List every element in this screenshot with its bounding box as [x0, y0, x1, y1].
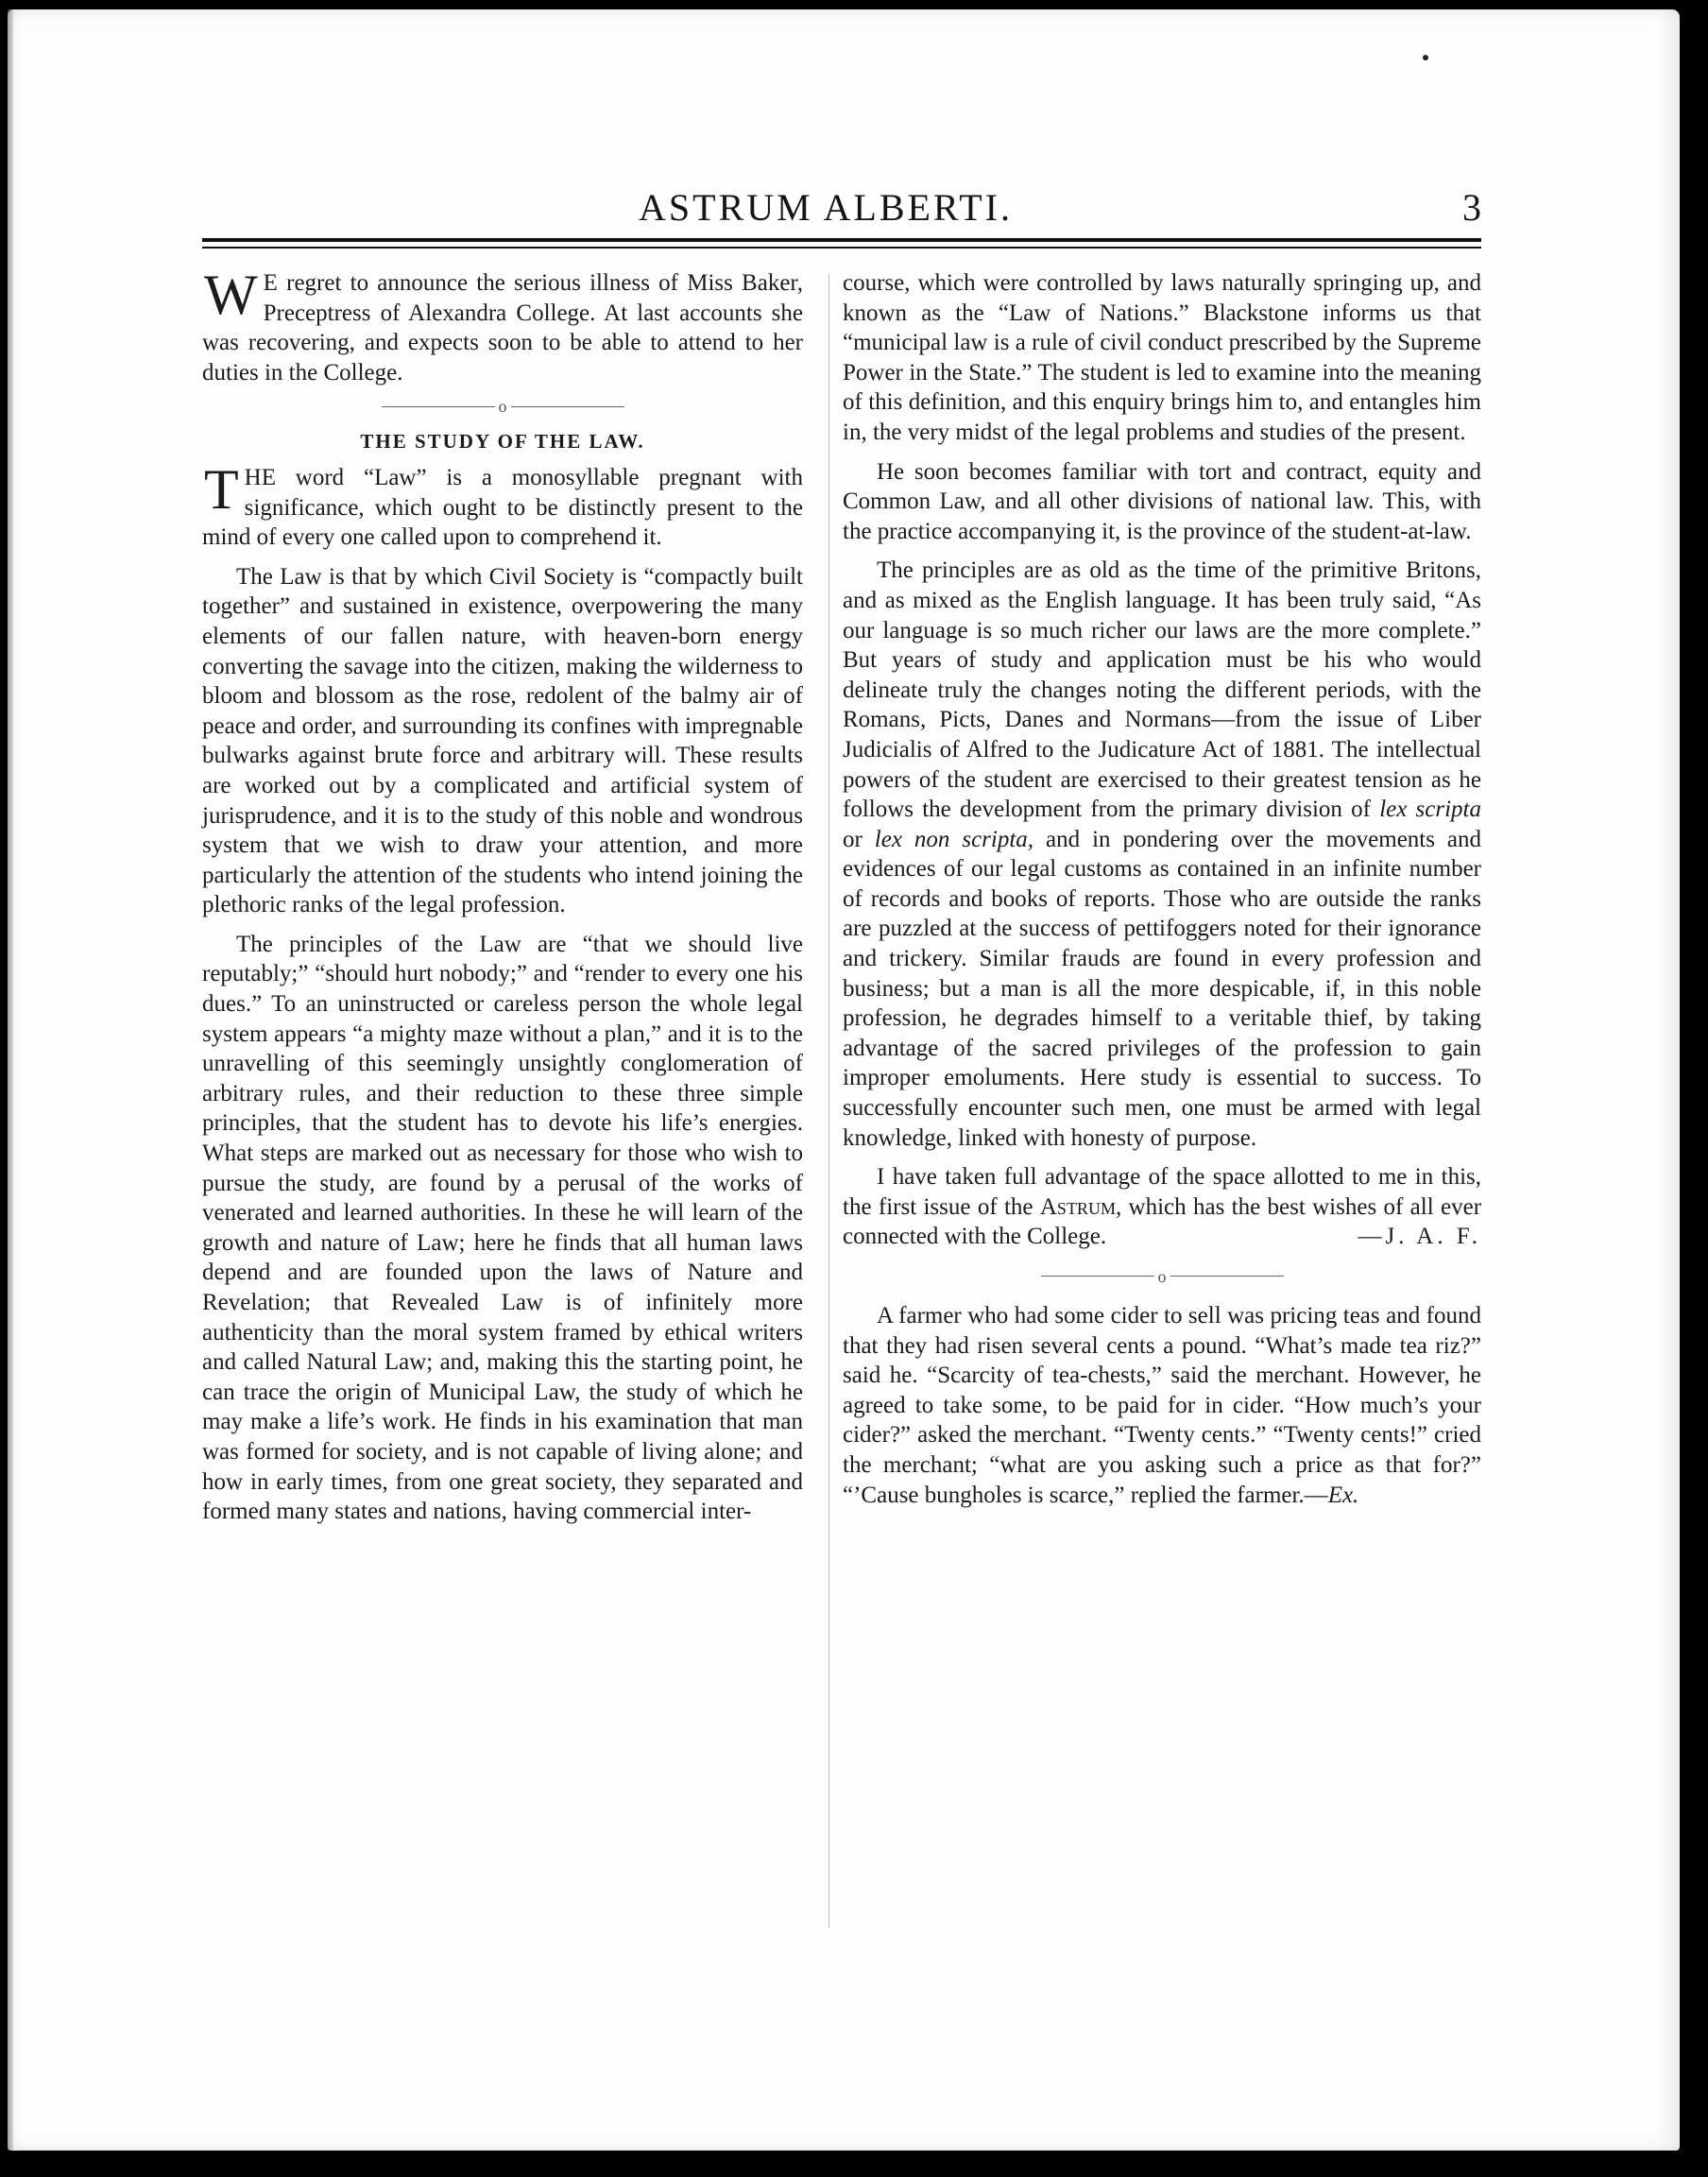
page-spine-edge	[8, 9, 13, 2151]
header-rule-thin	[202, 247, 1481, 249]
right-column	[843, 268, 1481, 1510]
print-speck	[1423, 55, 1428, 60]
article-paragraph: The Law is that by which Civil Society is “compactly built together” and sustained in existence, overpowering the many elements of our fallen nature, with heaven-born energy converting the savage into the citizen, making the wilderness to bloom and blossom as the rose, redolent of the balmy air of peace and order, and surrounding its confines with impregnable bulwarks against brute force and arbitrary will. These results are worked out by a complicated and artificial system of jurisprudence, and it is to the study of this noble and wondrous system that we wish to draw your attention, and more particularly the attention of the students who intend joining the plethoric ranks of the legal profession.	[202, 563, 803, 918]
journal-title: ASTRUM ALBERTI.	[639, 186, 1013, 229]
article-closing-paragraph: I have taken full advantage of the space allotted to me in this, the first issue of the Astrum, which has the best wishes of all ever connected with the College. —J. A. F.	[843, 1162, 1481, 1252]
article-paragraph: He soon becomes familiar with tort and contract, equity and Common Law, and all other divisions of national law. This, with the practice accompanying it, is the province of the student-at-law.	[843, 458, 1481, 544]
dropcap-t: T	[204, 457, 239, 521]
article-paragraph: The principles of the Law are “that we should live reputably;” “should hurt nobody;” and “render to every one his dues.” To an uninstructed or careless person the whole legal system appears “a mighty maze without a plan,” and it is to the unravelling of this seemingly unsightly conglomeration of arbitrary rules, and their reduction to these three simple principles, that the student has to devote his life’s energies. What steps are marked out as necessary for those who wish to pursue the study, are found by a perusal of the works of venerated and learned authorities. In these he will learn of the growth and nature of Law; here he finds that all human laws depend and are founded upon the laws of Nature and Revelation; that Revealed Law is of infinitely more authenticity than the moral system framed by ethical writers and called Natural Law; and, making this the starting point, he can trace the origin of Municipal Law, the study of which he may make a life’s work. He finds in his examination that man was formed for society, and is not capable of living alone; and how in early times, from one great society, they separated and formed many states and nations, having commercial inter-	[202, 931, 803, 1525]
illness-notice	[202, 264, 803, 387]
farmer-anecdote: A farmer who had some cider to sell was pricing teas and found that they had risen several cents a pound. “What’s made tea riz?” said he. “Scarcity of tea-chests,” said the merchant. However, he agreed to take some, to be paid for in cider. “How much’s your cider?” asked the merchant. “Twenty cents.” “Twenty cents!” cried the merchant; “what are you asking such a price as that for?” “’Cause bungholes is scarce,” replied the farmer.—Ex.	[843, 1303, 1481, 1508]
journal-name-inline: Astrum,	[1039, 1193, 1122, 1220]
anecdote-source: Ex.	[1327, 1482, 1359, 1508]
page-number: 3	[1462, 186, 1481, 229]
section-divider	[843, 1258, 1481, 1292]
article-heading: THE STUDY OF THE LAW.	[360, 430, 645, 454]
column-divider	[828, 274, 829, 1928]
divider-mark: o	[498, 397, 507, 417]
italic-term: lex non scripta,	[874, 826, 1034, 852]
italic-term: lex scripta	[1379, 797, 1482, 823]
divider-mark: o	[1157, 1266, 1167, 1286]
illness-notice-text: E regret to announce the serious illness of Miss Baker, Preceptress of Alexandra College. At last accounts she was recovering, and expects soon to be able to attend to her duties in the College.	[202, 270, 803, 386]
article-intro	[202, 457, 803, 553]
header-rule-thick	[202, 238, 1481, 242]
left-column	[202, 264, 803, 1527]
article-paragraph: The principles are as old as the time of the primitive Britons, and as mixed as the English language. It has been truly said, “As our language is so much richer our laws are the more complete.” But years of study and application must be his who would delineate truly the changes noting the different periods, with the Romans, Picts, Danes and Normans—from the issue of Liber Judicialis of Alfred to the Judicature Act of 1881. The intellectual powers of the student are exercised to their greatest tension as he follows the development from the primary division of lex scripta or lex non scripta, and in pondering over the movements and evidences of our legal customs as contained in an infinite number of records and books of reports. Those who are outside the ranks are puzzled at the success of pettifoggers noted for their ignorance and trickery. Similar frauds are found in every profession and business; but a man is all the more despicable, if, in this noble profession, he degrades himself to a veritable thief, by taking advantage of the sacred privileges of the profession to gain improper emoluments. Here study is essential to success. To successfully encounter such men, one must be armed with legal knowledge, linked with honesty of purpose.	[843, 557, 1482, 1151]
dropcap-w: W	[204, 264, 258, 326]
section-divider	[202, 387, 803, 421]
article-intro-text: HE word “Law” is a monosyllable pregnant with significance, which ought to be distinctly present to the mind of every one called upon to comprehend it.	[202, 464, 803, 551]
article-paragraph: course, which were controlled by laws naturally springing up, and known as the “Law of Nations.” Blackstone informs us that “municipal law is a rule of civil conduct prescribed by the Supreme Power in the State.” The student is led to examine into the meaning of this definition, and this enquiry brings him to, and entangles him in, the very midst of the legal problems and studies of the present.	[843, 270, 1481, 445]
running-head	[202, 185, 1481, 232]
author-signature: —J. A. F.	[1358, 1224, 1481, 1250]
